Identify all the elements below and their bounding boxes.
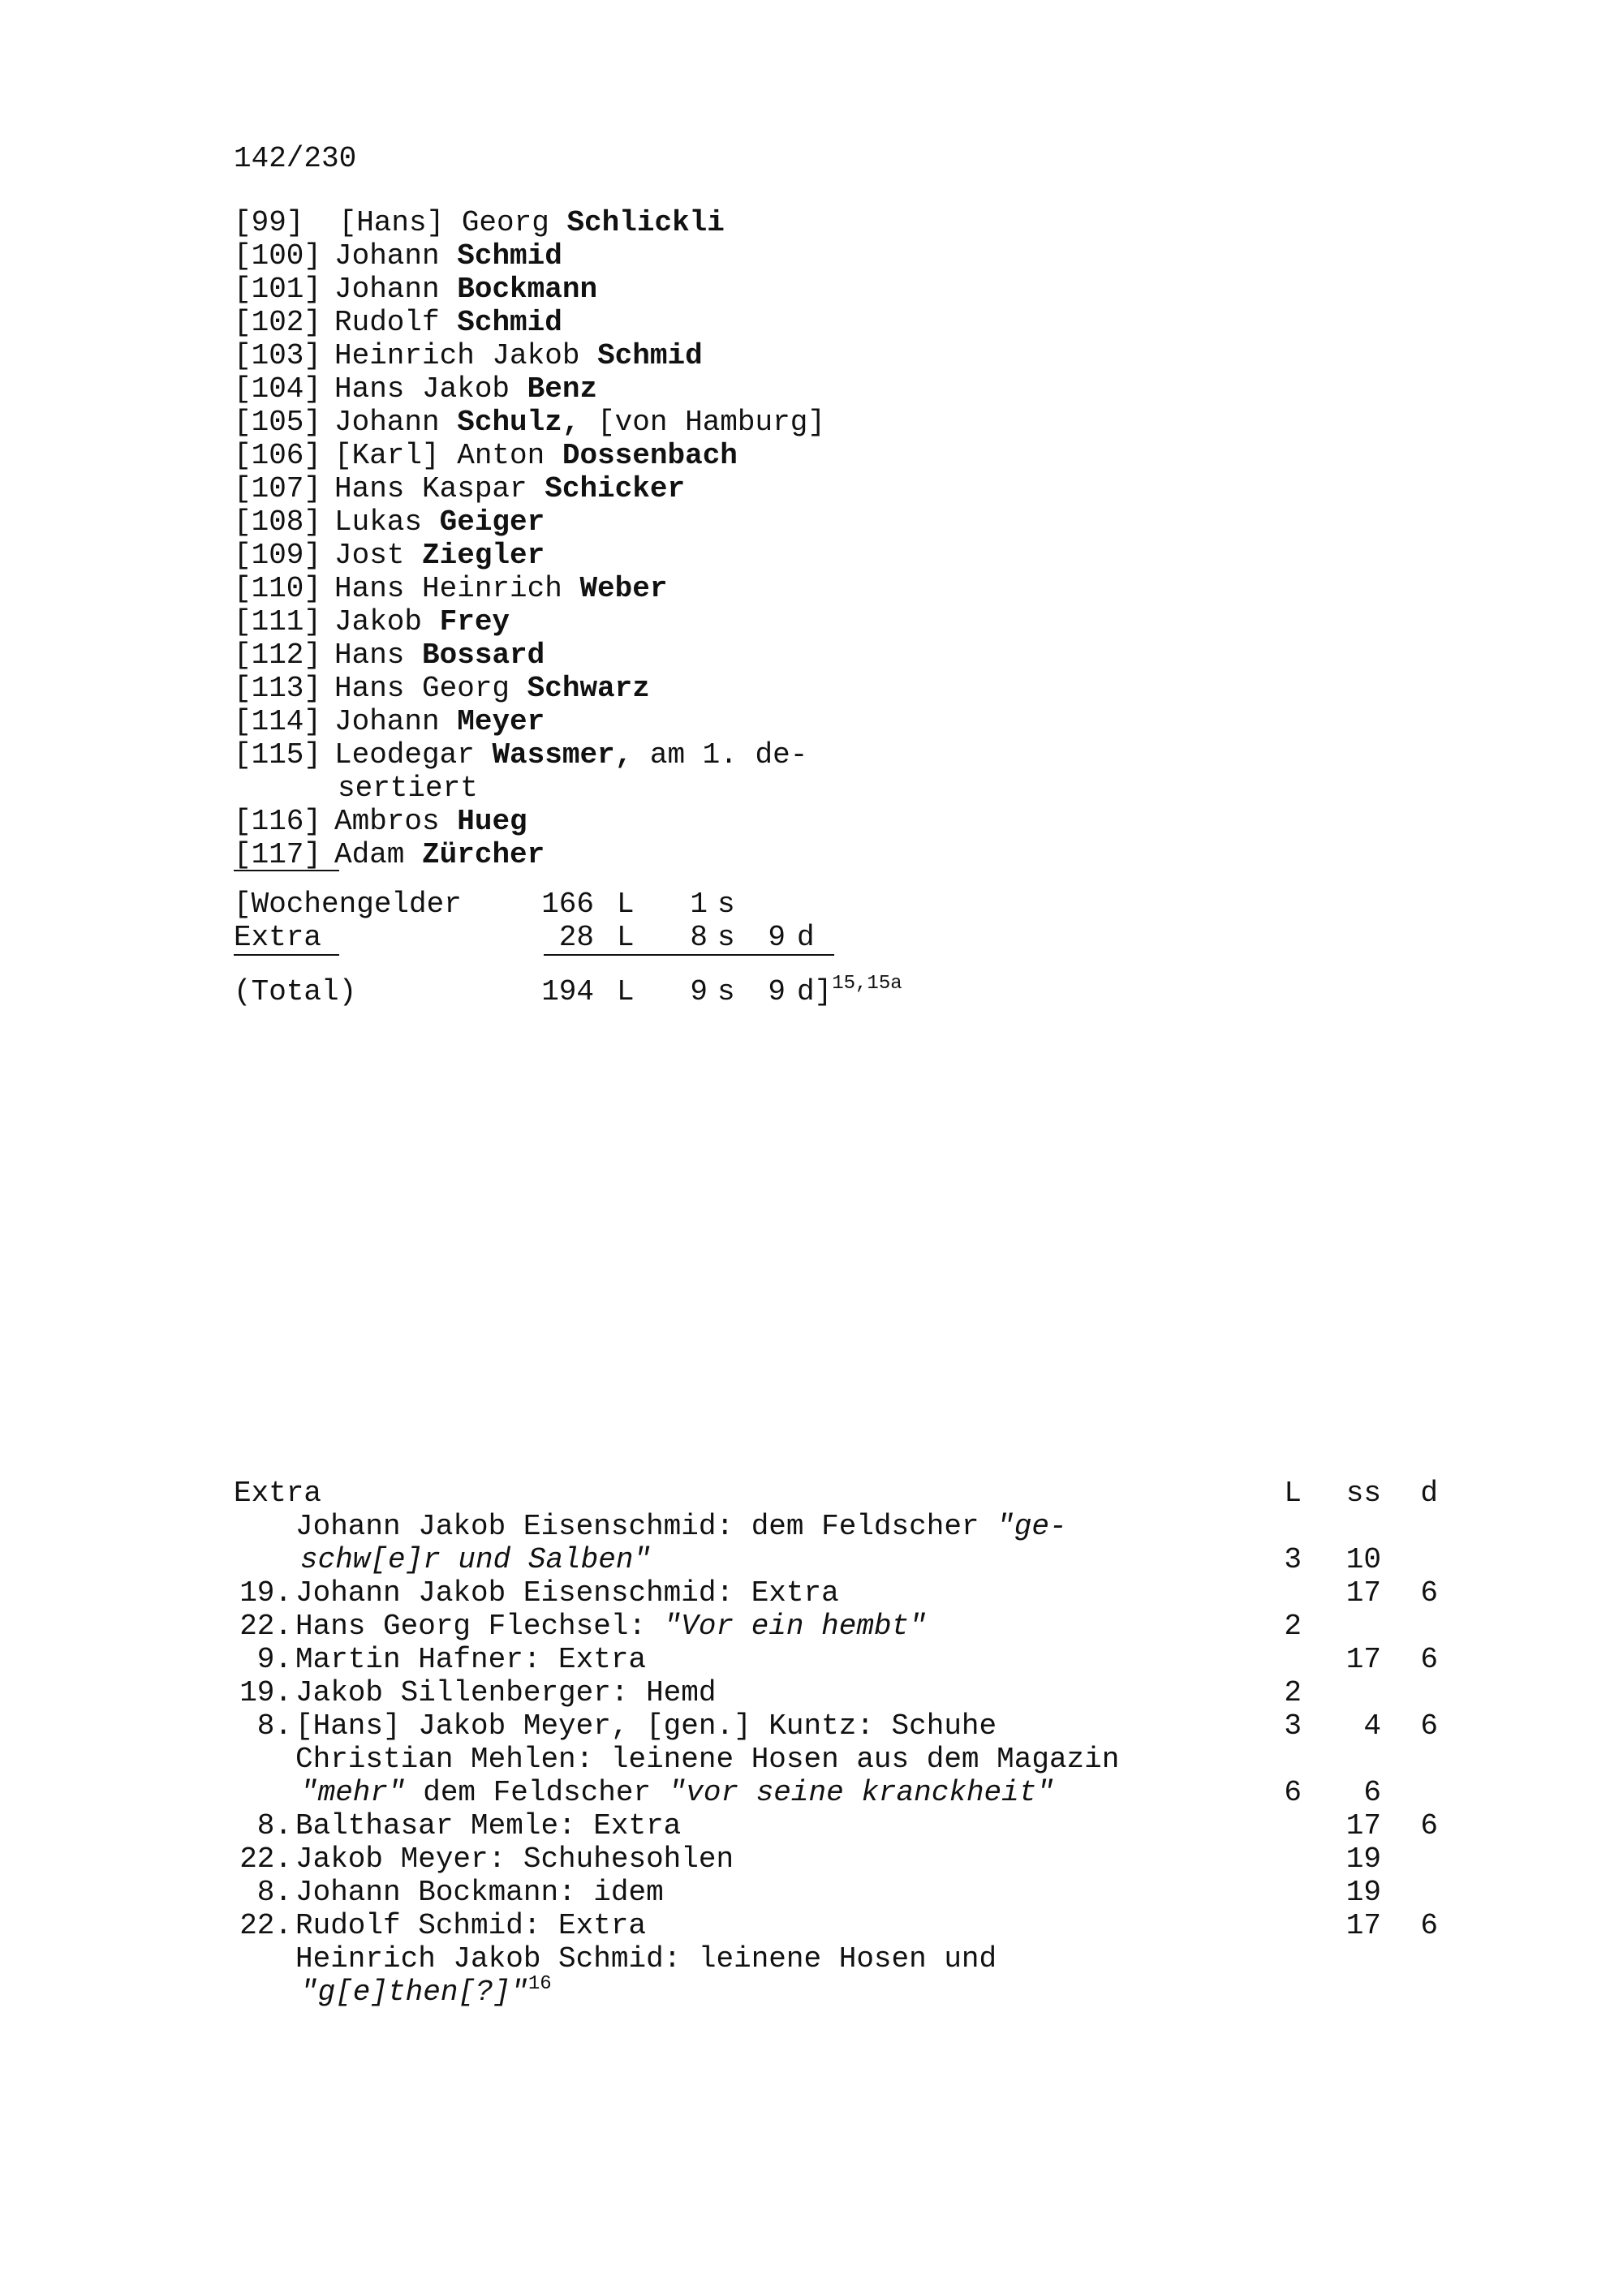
roster-number: [102]	[234, 306, 322, 339]
roster-number: [116]	[234, 805, 322, 838]
roster-number: [115]	[234, 738, 322, 772]
page-number: 142/230	[234, 142, 357, 175]
roster-name	[334, 572, 667, 605]
given-name: Johann	[334, 273, 458, 306]
sums-label: Extra	[234, 921, 322, 954]
given-name: Ambros	[334, 805, 458, 838]
roster-name	[334, 372, 597, 406]
footnote-ref: 15,15a	[832, 973, 902, 995]
extra-text	[295, 1676, 716, 1709]
roster-name	[334, 472, 685, 505]
col-s-header: ss	[1345, 1477, 1381, 1510]
entry-text: Balthasar Memle: Extra	[295, 1809, 682, 1842]
entry-text: Jakob Sillenberger: Hemd	[295, 1676, 717, 1709]
entry-text: Christian Mehlen: leinene Hosen aus dem Magazin	[295, 1743, 1120, 1776]
roster-name	[321, 206, 725, 239]
given-name: Hans Georg	[334, 672, 527, 705]
extra-text	[295, 1610, 927, 1643]
roster-number: [107]	[234, 472, 322, 505]
extra-row	[234, 1576, 1451, 1610]
roster-number: [117]	[234, 838, 322, 871]
amount-s: 17	[1345, 1576, 1381, 1610]
surname: Meyer	[457, 705, 545, 738]
extra-text	[295, 1576, 839, 1610]
given-name: Hans Heinrich	[334, 572, 580, 605]
entry-text: Johann Jakob Eisenschmid: Extra	[295, 1576, 839, 1610]
amount-s: 19	[1345, 1876, 1381, 1909]
extra-text	[295, 1709, 997, 1743]
given-name: Heinrich Jakob	[334, 339, 598, 372]
amount-L: 3	[1284, 1543, 1302, 1576]
extra-text	[300, 1543, 651, 1576]
amount-d: 6	[1420, 1643, 1438, 1676]
amount-s: 19	[1345, 1842, 1381, 1876]
roster-number: [104]	[234, 372, 322, 406]
surname: Zürcher	[422, 838, 545, 871]
roster-name	[334, 838, 545, 871]
given-name: Hans	[334, 638, 423, 672]
roster-name	[334, 239, 562, 273]
sums-L: 28	[558, 921, 594, 954]
surname: Schmid	[597, 339, 703, 372]
given-name: [Karl] Anton	[334, 439, 562, 472]
quoted-source-text: "mehr"	[300, 1776, 406, 1809]
roster-name	[334, 439, 738, 472]
surname: Benz	[527, 372, 598, 406]
given-name: Lukas	[334, 505, 440, 539]
roster-name	[334, 638, 545, 672]
surname: Weber	[579, 572, 668, 605]
surname: Dossenbach	[562, 439, 738, 472]
entry-text: Jakob Meyer: Schuhesohlen	[295, 1842, 734, 1876]
extra-text	[295, 1510, 1067, 1543]
sums-label-rule	[234, 954, 339, 956]
surname: Geiger	[439, 505, 545, 539]
surname: Bossard	[422, 638, 545, 672]
amount-s: 6	[1363, 1776, 1381, 1809]
surname: Schulz,	[457, 406, 580, 439]
sums-d-unit-text: d]	[797, 975, 833, 1008]
roster-name	[338, 772, 478, 805]
extra-text	[300, 1973, 552, 2009]
sums-s: 9	[690, 975, 708, 1008]
surname: Schicker	[545, 472, 686, 505]
extra-text	[295, 1743, 1119, 1776]
sums-L: 194	[541, 975, 594, 1008]
amount-d: 6	[1420, 1909, 1438, 1942]
sums-d-unit: d	[797, 921, 815, 954]
given-name: Johann	[334, 239, 458, 273]
surname: Hueg	[457, 805, 527, 838]
roster-number: [110]	[234, 572, 322, 605]
roster-end-rule	[234, 870, 339, 871]
surname: Schmid	[457, 239, 562, 273]
entry-text: Johann Bockmann: idem	[295, 1876, 664, 1909]
surname: Schmid	[457, 306, 562, 339]
given-name: Leodegar	[334, 738, 493, 772]
roster-number: [114]	[234, 705, 322, 738]
amount-s: 17	[1345, 1909, 1381, 1942]
extra-row	[234, 1973, 1451, 2009]
extra-day: 19.	[239, 1576, 292, 1610]
sums-d: 9	[768, 975, 786, 1008]
roster-number: [106]	[234, 439, 322, 472]
quoted-source-text: "vor seine kranckheit"	[668, 1776, 1054, 1809]
extra-row	[234, 1676, 1451, 1709]
amount-s: 10	[1345, 1543, 1381, 1576]
given-name: Adam	[334, 838, 423, 871]
roster-number: [100]	[234, 239, 322, 273]
entry-text: Martin Hafner: Extra	[295, 1643, 647, 1676]
extra-text	[295, 1909, 646, 1942]
roster-name	[334, 805, 527, 838]
roster-name	[334, 505, 545, 539]
sums-d-unit	[797, 975, 902, 1008]
extra-text	[295, 1809, 681, 1842]
extra-row	[234, 1876, 1451, 1909]
entry-text: Rudolf Schmid: Extra	[295, 1909, 647, 1942]
amount-d: 6	[1420, 1576, 1438, 1610]
amount-d: 6	[1420, 1709, 1438, 1743]
extra-row	[234, 1909, 1451, 1942]
quoted-source-text: "g[e]then[?]"	[300, 1976, 528, 2009]
extra-row	[234, 1643, 1451, 1676]
surname: Schlickli	[566, 206, 725, 239]
extra-row	[234, 1842, 1451, 1876]
entry-text: dem Feldscher	[405, 1776, 669, 1809]
roster-number: [105]	[234, 406, 322, 439]
quoted-source-text: "ge-	[997, 1510, 1067, 1543]
sums-L-unit: L	[617, 921, 635, 954]
entry-text: Heinrich Jakob Schmid: leinene Hosen und	[295, 1942, 997, 1976]
sums-s: 8	[690, 921, 708, 954]
col-L-header: L	[1284, 1477, 1302, 1510]
given-name: Rudolf	[334, 306, 458, 339]
entry-text: Johann Jakob Eisenschmid: dem Feldscher	[295, 1510, 997, 1543]
sums-label: [Wochengelder	[234, 888, 462, 921]
roster-number: [108]	[234, 505, 322, 539]
extra-text	[295, 1842, 734, 1876]
name-annotation: [von Hamburg]	[579, 406, 825, 439]
extra-day: 9.	[256, 1643, 292, 1676]
amount-L: 2	[1284, 1676, 1302, 1709]
sums-value-rule	[544, 954, 834, 956]
quoted-source-text: schw[e]r und Salben"	[300, 1543, 652, 1576]
roster-number: [103]	[234, 339, 322, 372]
amount-s: 4	[1363, 1709, 1381, 1743]
roster-name	[334, 672, 650, 705]
roster-number: [112]	[234, 638, 322, 672]
given-name: Johann	[334, 705, 458, 738]
given-name: Hans Kaspar	[334, 472, 545, 505]
extra-row	[234, 1942, 1451, 1976]
given-name: Jakob	[334, 605, 440, 638]
sums-row-total	[234, 973, 902, 1275]
sums-L-unit: L	[617, 975, 635, 1008]
roster-name	[334, 605, 510, 638]
col-d-header: d	[1420, 1477, 1438, 1510]
extra-header	[234, 1477, 1451, 1510]
sums-s-unit: s	[717, 888, 735, 921]
roster-number: [111]	[234, 605, 322, 638]
roster-name	[334, 306, 562, 339]
extra-day: 19.	[239, 1676, 292, 1709]
entry-text: Hans Georg Flechsel:	[295, 1610, 664, 1643]
roster-name	[334, 273, 597, 306]
roster-number: [99]	[234, 206, 304, 239]
roster-number: [101]	[234, 273, 322, 306]
surname: Ziegler	[422, 539, 545, 572]
extra-day: 8.	[256, 1876, 292, 1909]
sums-s-unit: s	[717, 975, 735, 1008]
extra-text	[300, 1776, 1054, 1809]
extra-text	[295, 1942, 997, 1976]
extra-day: 8.	[256, 1809, 292, 1842]
sums-L-unit: L	[617, 888, 635, 921]
extra-row	[234, 1510, 1451, 1543]
amount-L: 2	[1284, 1610, 1302, 1643]
extra-text	[295, 1643, 646, 1676]
amount-L: 6	[1284, 1776, 1302, 1809]
extra-day: 22.	[239, 1610, 292, 1643]
amount-s: 17	[1345, 1643, 1381, 1676]
sums-s-unit: s	[717, 921, 735, 954]
sums-label: (Total)	[234, 975, 357, 1008]
surname: Schwarz	[527, 672, 650, 705]
amount-d: 6	[1420, 1809, 1438, 1842]
amount-s: 17	[1345, 1809, 1381, 1842]
surname: Wassmer,	[492, 738, 633, 772]
roster-name	[334, 339, 703, 372]
quoted-source-text: "Vor ein hembt"	[663, 1610, 927, 1643]
roster-number: [113]	[234, 672, 322, 705]
sums-s: 1	[690, 888, 708, 921]
extra-row	[234, 1809, 1451, 1842]
roster-name	[334, 539, 545, 572]
name-annotation: am 1. de-	[632, 738, 808, 772]
given-name: Jost	[334, 539, 423, 572]
surname: Frey	[439, 605, 510, 638]
extra-row	[234, 1543, 1451, 1576]
extra-heading: Extra	[234, 1477, 322, 1510]
given-name: sertiert	[338, 772, 478, 805]
footnote-ref: 16	[527, 1973, 552, 1995]
roster-name	[334, 705, 545, 738]
amount-L: 3	[1284, 1709, 1302, 1743]
given-name: Hans Jakob	[334, 372, 527, 406]
roster-name	[334, 738, 807, 772]
entry-text: [Hans] Jakob Meyer, [gen.] Kuntz: Schuhe	[295, 1709, 997, 1743]
surname: Bockmann	[457, 273, 598, 306]
given-name: [Hans] Georg	[321, 206, 567, 239]
extra-day: 22.	[239, 1842, 292, 1876]
extra-row	[234, 1743, 1451, 1776]
extra-day: 22.	[239, 1909, 292, 1942]
extra-row	[234, 1776, 1451, 1809]
extra-row	[234, 1610, 1451, 1643]
extra-row	[234, 1709, 1451, 1743]
roster-number: [109]	[234, 539, 322, 572]
sums-d: 9	[768, 921, 786, 954]
extra-text	[295, 1876, 664, 1909]
given-name: Johann	[334, 406, 458, 439]
extra-day: 8.	[256, 1709, 292, 1743]
sums-L: 166	[541, 888, 594, 921]
roster-name	[334, 406, 825, 439]
